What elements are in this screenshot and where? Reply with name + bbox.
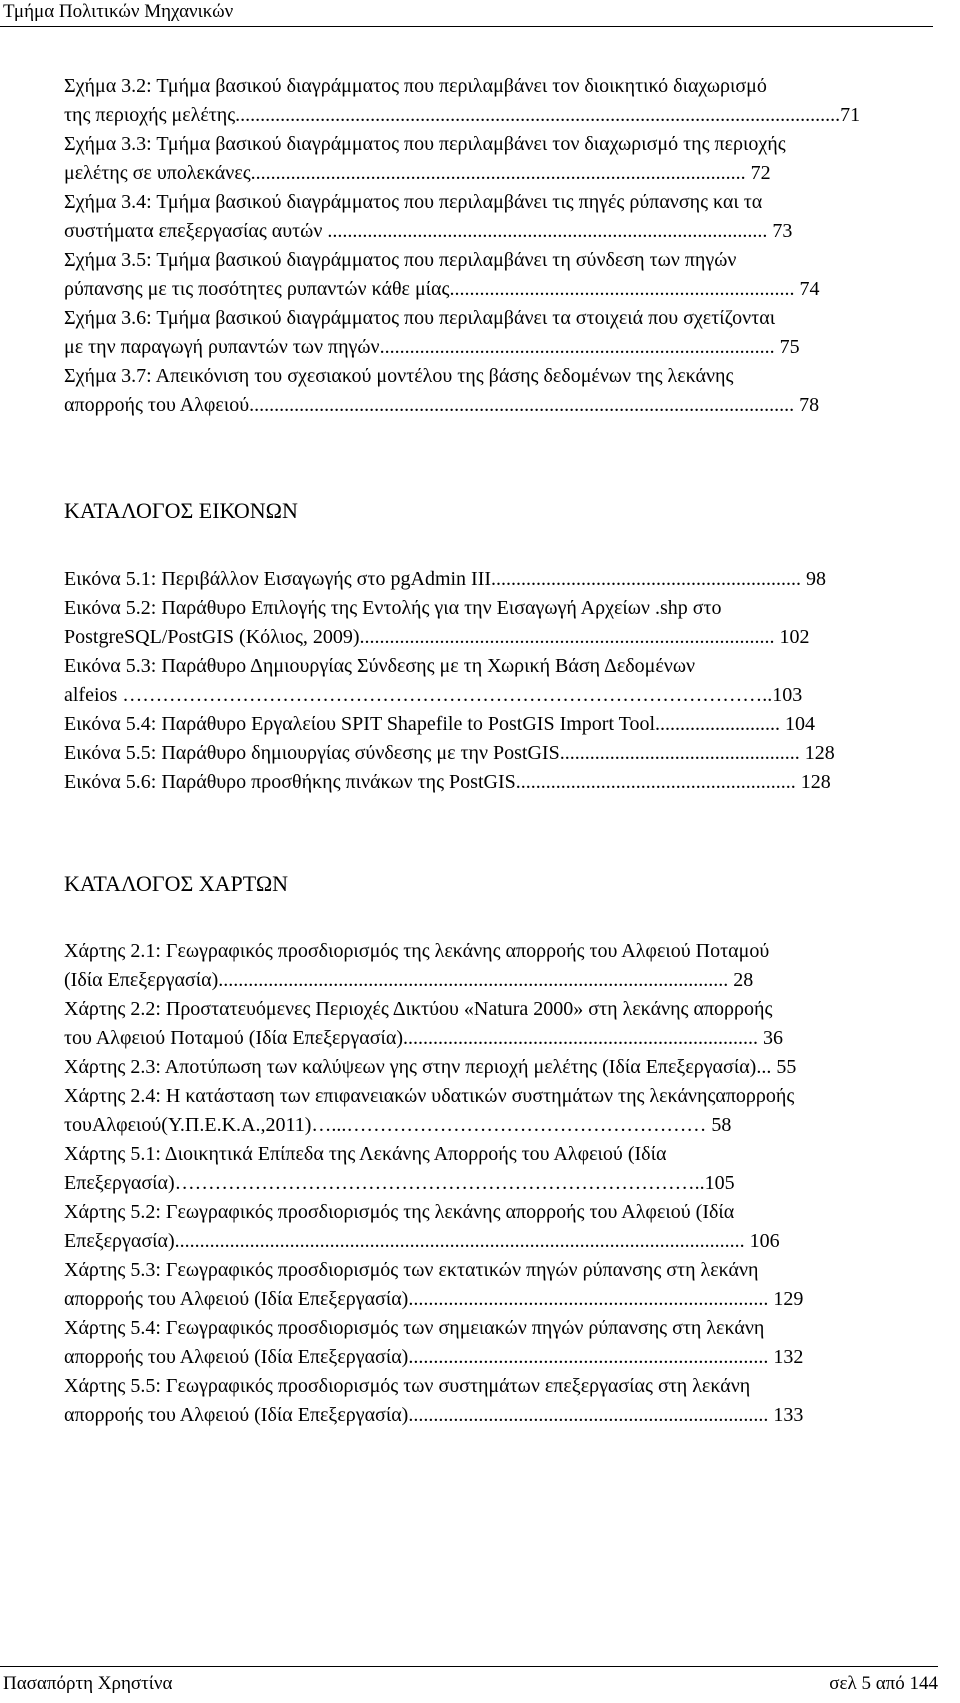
toc-entry[interactable] [64,995,917,1053]
page-footer [0,1666,938,1701]
toc-entry-line-1: Σχήμα 3.2: Τμήμα βασικού διαγράμματος που περιλαμβάνει τον διοικητικό διαχωρισμό [64,75,767,97]
toc-entry[interactable] [64,1082,917,1140]
toc-entry-line-2: τουΑλφειού(Υ.Π.Ε.Κ.Α.,2011)…...……………………………………………… 58 [64,1114,732,1136]
toc-entry[interactable] [64,1256,917,1314]
toc-entry-line-1: Εικόνα 5.4: Παράθυρο Εργαλείου SPIT Shapefile to PostGIS Import Tool......................... 104 [64,713,816,735]
toc-entry-line-2: του Αλφειού Ποταμού (Ιδία Επεξεργασία)....................................................................... 36 [64,1027,784,1049]
toc-entry-line-1: Σχήμα 3.4: Τμήμα βασικού διαγράμματος που περιλαμβάνει τις πηγές ρύπανσης και τα [64,191,763,213]
header-title: Τμήμα Πολιτικών Μηχανικών [3,1,234,22]
footer-author: Πασαπόρτη Χρηστίνα [3,1673,173,1694]
toc-entry-line-2: με την παραγωγή ρυπαντών των πηγών............................................................................... 75 [64,336,800,358]
toc-entry-line-1: Χάρτης 2.4: Η κατάσταση των επιφανειακών υδατικών συστημάτων της λεκάνηςαπορροής [64,1085,795,1107]
images-heading: ΚΑΤΑΛΟΓΟΣ ΕΙΚΟΝΩΝ [64,498,298,523]
maps-heading: ΚΑΤΑΛΟΓΟΣ ΧΑΡΤΩΝ [64,871,289,896]
toc-entry-line-2: ρύπανσης με τις ποσότητες ρυπαντών κάθε μίας..................................................................... 74 [64,278,820,300]
toc-entry-line-1: Χάρτης 2.2: Προστατευόμενες Περιοχές Δικτύου «Natura 2000» στη λεκάνης απορροής [64,998,773,1020]
toc-entry-line-2: συστήματα επεξεργασίας αυτών ........................................................................................ 73 [64,220,793,242]
toc-entry-line-1: Σχήμα 3.6: Τμήμα βασικού διαγράμματος που περιλαμβάνει τα στοιχειά που σχετίζονται [64,307,776,329]
toc-entry-line-2: (Ιδία Επεξεργασία)...................................................................................................... 28 [64,969,754,991]
figures-list [64,72,917,420]
toc-entry-line-2: απορροής του Αλφειού (Ιδία Επεξεργασία)........................................................................ 129 [64,1288,804,1310]
toc-entry-line-2: alfeios ……………………………………………………………………………………..103 [64,684,803,706]
toc-entry[interactable] [64,362,917,420]
toc-entry[interactable] [64,652,917,710]
toc-entry-line-1: Εικόνα 5.2: Παράθυρο Επιλογής της Εντολής για την Εισαγωγή Αρχείων .shp στο [64,597,722,619]
toc-entry[interactable] [64,130,917,188]
toc-entry-line-1: Χάρτης 5.3: Γεωγραφικός προσδιορισμός των εκτατικών πηγών ρύπανσης στη λεκάνη [64,1259,759,1281]
toc-entry-line-2: απορροής του Αλφειού (Ιδία Επεξεργασία)........................................................................ 132 [64,1346,804,1368]
toc-entry-line-2: απορροής του Αλφειού............................................................................................................. 78 [64,394,820,416]
toc-entry[interactable] [64,565,917,594]
toc-entry-line-2: μελέτης σε υπολεκάνες................................................................................................... 72 [64,162,771,184]
toc-entry-line-2: Επεξεργασία).................................................................................................................. 106 [64,1230,780,1252]
toc-entry-line-1: Εικόνα 5.5: Παράθυρο δημιουργίας σύνδεσης με την PostGIS................................................ 128 [64,742,835,764]
toc-entry-line-1: Σχήμα 3.7: Απεικόνιση του σχεσιακού μοντέλου της βάσης δεδομένων της λεκάνης [64,365,734,387]
toc-entry[interactable] [64,1053,917,1082]
toc-entry-line-1: Εικόνα 5.3: Παράθυρο Δημιουργίας Σύνδεσης με τη Χωρική Βάση Δεδομένων [64,655,696,677]
toc-entry-line-1: Χάρτης 2.1: Γεωγραφικός προσδιορισμός της λεκάνης απορροής του Αλφειού Ποταμού [64,940,770,962]
toc-entry-line-1: Χάρτης 5.2: Γεωγραφικός προσδιορισμός της λεκάνης απορροής του Αλφειού (Ιδία [64,1201,735,1223]
toc-entry[interactable] [64,768,917,797]
toc-entry[interactable] [64,937,917,995]
toc-entry[interactable] [64,1372,917,1430]
toc-entry[interactable] [64,739,917,768]
toc-entry[interactable] [64,72,917,130]
toc-entry[interactable] [64,710,917,739]
toc-entry-line-1: Χάρτης 5.4: Γεωγραφικός προσδιορισμός των σημειακών πηγών ρύπανσης στη λεκάνη [64,1317,765,1339]
toc-entry-line-1: Χάρτης 5.5: Γεωγραφικός προσδιορισμός των συστημάτων επεξεργασίας στη λεκάνη [64,1375,751,1397]
toc-entry-line-1: Χάρτης 2.3: Αποτύπωση των καλύψεων γης στην περιοχή μελέτης (Ιδία Επεξεργασία)... 55 [64,1056,797,1078]
toc-entry-line-2: της περιοχής μελέτης.........................................................................................................................71 [64,104,861,126]
toc-entry[interactable] [64,594,917,652]
toc-entry-line-1: Σχήμα 3.5: Τμήμα βασικού διαγράμματος που περιλαμβάνει τη σύνδεση των πηγών [64,249,737,271]
toc-entry-line-1: Εικόνα 5.6: Παράθυρο προσθήκης πινάκων της PostGIS........................................................ 128 [64,771,831,793]
toc-entry[interactable] [64,1314,917,1372]
footer-page-number: σελ 5 από 144 [829,1673,938,1694]
page-header [0,0,933,27]
toc-entry-line-2: PostgreSQL/PostGIS (Κόλιος, 2009)................................................................................... 102 [64,626,810,648]
toc-entry[interactable] [64,1140,917,1198]
toc-entry[interactable] [64,246,917,304]
toc-entry-line-1: Σχήμα 3.3: Τμήμα βασικού διαγράμματος που περιλαμβάνει τον διαχωρισμό της περιοχής [64,133,786,155]
toc-entry[interactable] [64,1198,917,1256]
maps-list [64,937,917,1430]
images-list [64,565,917,797]
toc-entry-line-2: απορροής του Αλφειού (Ιδία Επεξεργασία)........................................................................ 133 [64,1404,804,1426]
toc-entry-line-1: Εικόνα 5.1: Περιβάλλον Εισαγωγής στο pgAdmin III.............................................................. 98 [64,568,827,590]
toc-entry-line-1: Χάρτης 5.1: Διοικητικά Επίπεδα της Λεκάνης Απορροής του Αλφειού (Ιδία [64,1143,667,1165]
toc-entry[interactable] [64,304,917,362]
toc-entry-line-2: Επεξεργασία)……………………………………………………………………..105 [64,1172,735,1194]
toc-entry[interactable] [64,188,917,246]
